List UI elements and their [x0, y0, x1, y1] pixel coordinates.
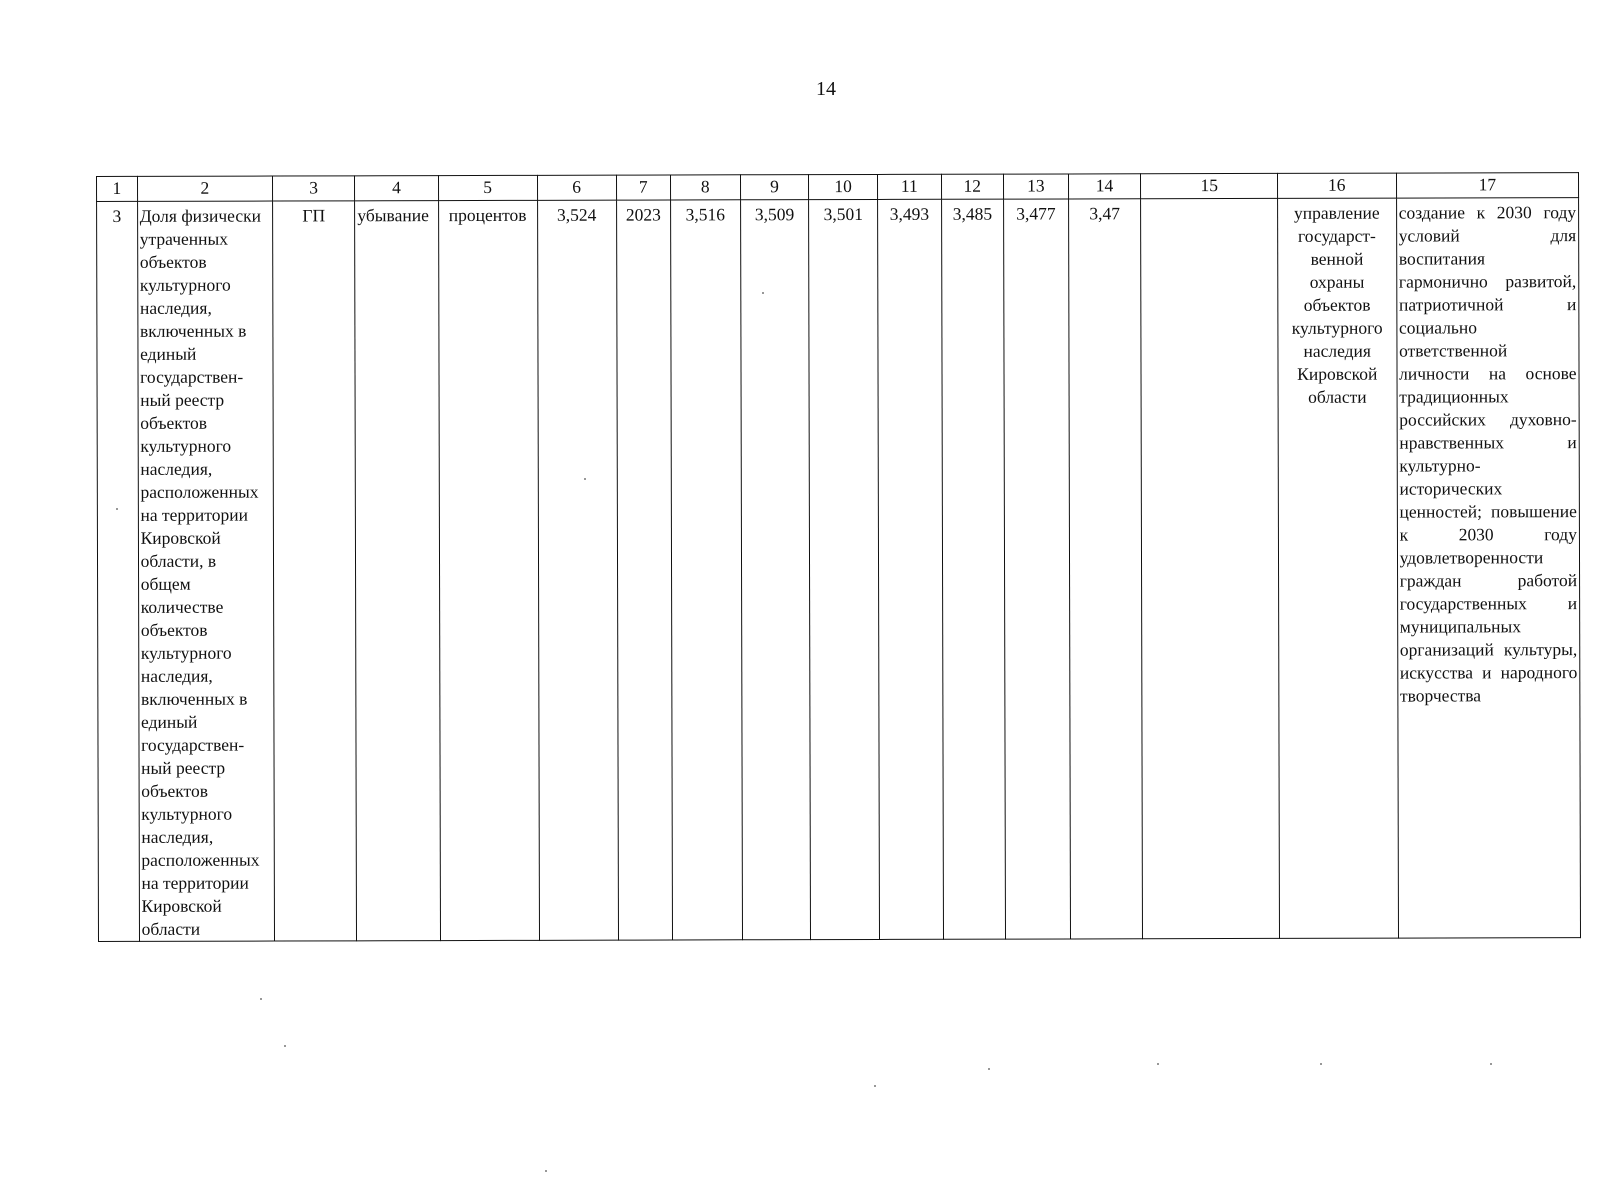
- value-cell: 3,47: [1068, 199, 1143, 939]
- scan-speck: [1490, 1063, 1492, 1065]
- responsible-cell: управление государст- венной охраны объектов культурного наследия Кировской области: [1277, 198, 1398, 938]
- indicator-table-sheet: [96, 172, 1581, 942]
- value-cell: 3,485: [941, 199, 1005, 939]
- column-header: 15: [1141, 173, 1277, 198]
- scan-speck: [260, 998, 262, 1000]
- scan-speck: [545, 1170, 547, 1172]
- value-cell: 3,493: [878, 199, 943, 939]
- column-header: 4: [355, 176, 438, 201]
- column-header: 1: [97, 176, 138, 201]
- unit-cell: процентов: [438, 200, 539, 940]
- row-number-cell: 3: [97, 201, 140, 941]
- column-header: 6: [537, 175, 616, 200]
- scan-speck: [1320, 1063, 1322, 1065]
- base-year-cell: 2023: [616, 200, 672, 940]
- column-header: 16: [1277, 173, 1396, 198]
- page-number: 14: [816, 78, 836, 100]
- column-header: 11: [878, 174, 942, 199]
- value-cell: 3,509: [740, 200, 811, 940]
- empty-cell: [1141, 198, 1279, 938]
- scan-speck: [988, 1068, 990, 1070]
- table-row: [97, 198, 1581, 942]
- direction-cell: убывание: [355, 201, 440, 941]
- result-cell: создание к 2030 году условий для воспитания гармонично развитой, патриотичной и социально ответственной личности на основе традиционных российских духовно-нравственных и культурно-исторических ценностей; повышение к 2030 году удовлетворенности граждан работой государственных и муниципальных организаций культуры, искусства и народного творчества: [1396, 198, 1580, 938]
- column-header: 2: [137, 176, 272, 201]
- value-cell: 3,501: [809, 199, 880, 939]
- scan-speck: [762, 292, 764, 294]
- column-header: 13: [1004, 174, 1069, 199]
- scan-speck: [874, 1085, 876, 1087]
- base-value-cell: 3,524: [537, 200, 618, 940]
- column-header: 5: [438, 175, 537, 200]
- value-cell: 3,516: [670, 200, 742, 940]
- scan-speck: [1157, 1063, 1159, 1065]
- column-header: 7: [616, 175, 670, 200]
- scan-speck: [284, 1045, 286, 1047]
- indicator-type-cell: ГП: [273, 201, 357, 941]
- column-header: 14: [1068, 174, 1141, 199]
- column-header: 9: [740, 175, 809, 200]
- column-header: 17: [1396, 173, 1578, 198]
- value-cell: 3,477: [1004, 199, 1070, 939]
- column-header: 3: [272, 176, 354, 201]
- indicator-name-cell: Доля физически утраченных объектов культурного наследия, включенных в единый государствен- ный реестр объектов культурного наследия, расположенных на территории Кировской области, в общем количестве объектов культурного наследия, включенных в единый государствен- ный реестр объектов культурного наследия, расположенных на территории Кировской области: [137, 201, 274, 941]
- header-row: [97, 173, 1579, 202]
- column-header: 12: [941, 174, 1004, 199]
- indicator-table: [96, 172, 1581, 942]
- column-header: 10: [809, 174, 878, 199]
- scan-speck: [116, 508, 118, 510]
- column-header: 8: [670, 175, 740, 200]
- scan-speck: [584, 478, 586, 480]
